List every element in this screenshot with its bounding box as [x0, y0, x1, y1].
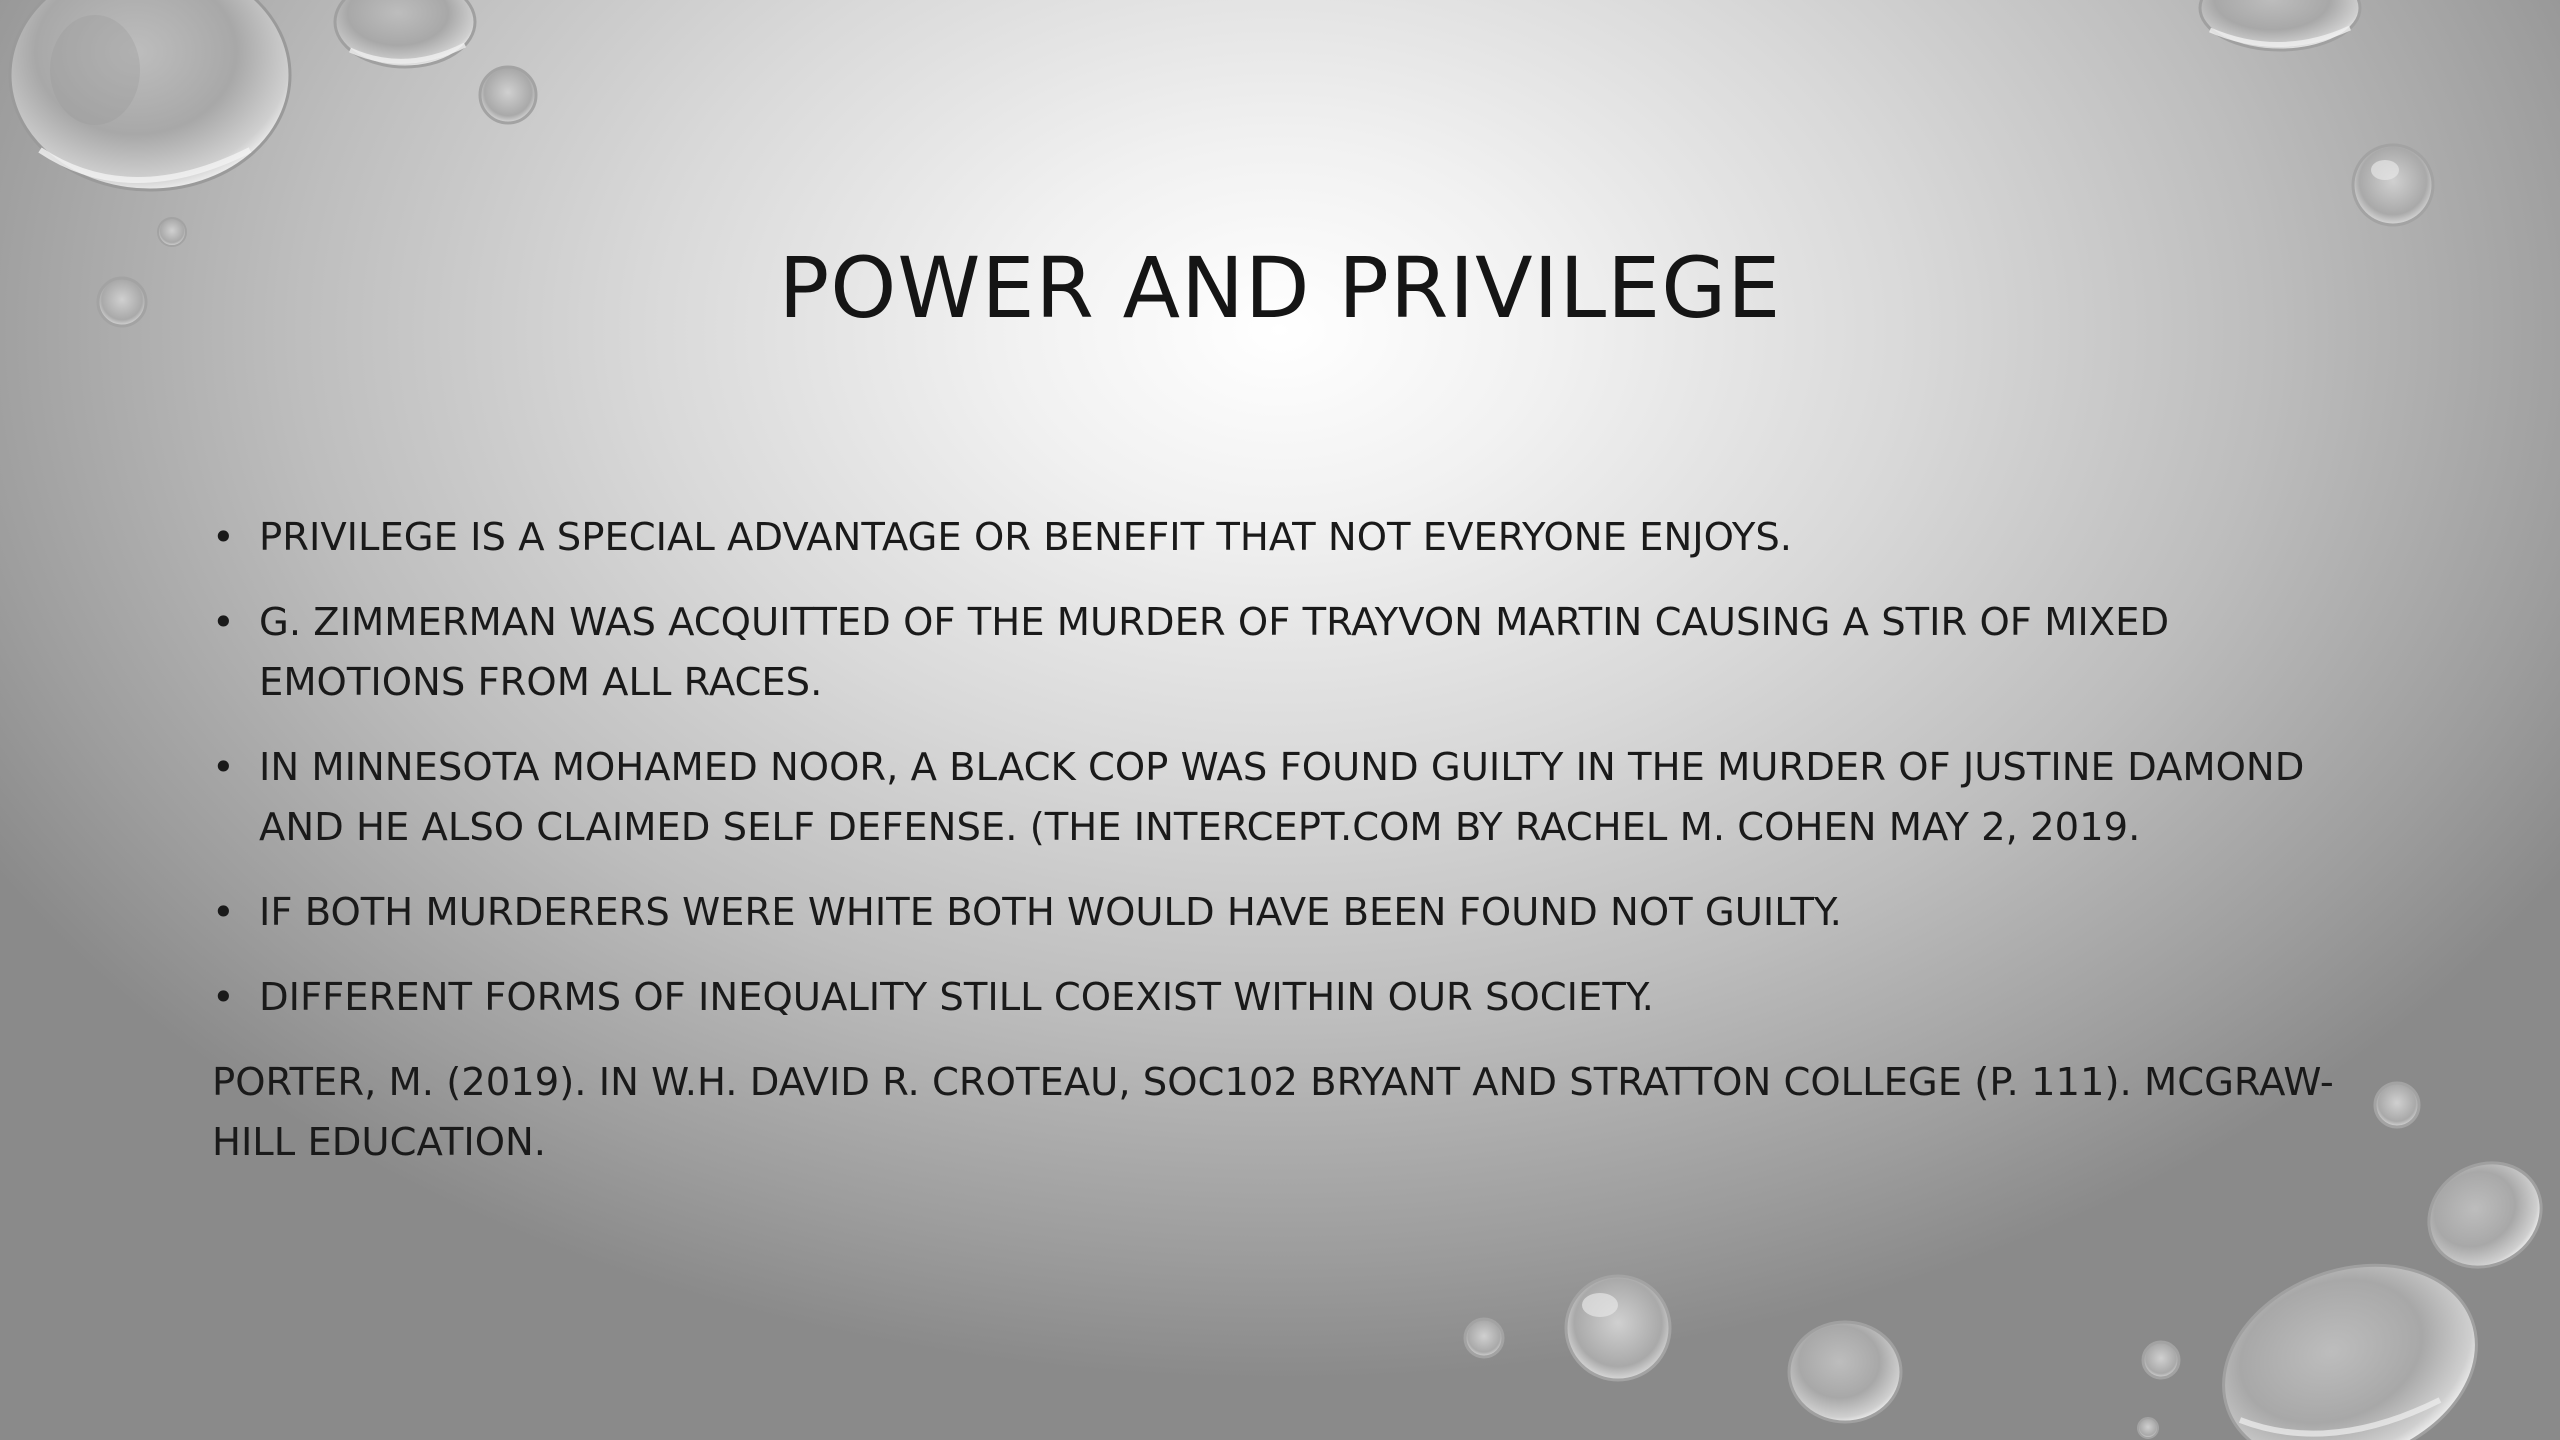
bullet-point-icon: • [212, 745, 235, 790]
droplet [10, 0, 290, 190]
bullet-item [212, 968, 2342, 1028]
bullet-point-icon: • [212, 600, 235, 645]
slide-body [212, 508, 2342, 1173]
citation: PORTER, M. (2019). IN W.H. DAVID R. CROTEAU, SOC102 BRYANT AND STRATTON COLLEGE (P. 111). MCGRAW-HILL EDUCATION. [212, 1060, 2334, 1165]
droplet [2375, 1083, 2419, 1127]
bullet-text: PRIVILEGE IS A SPECIAL ADVANTAGE OR BENEFIT THAT NOT EVERYONE ENJOYS. [259, 515, 1793, 560]
droplet [1789, 1322, 1901, 1422]
droplet [2410, 1143, 2560, 1288]
bullet-list [212, 508, 2342, 1028]
droplet [335, 0, 475, 67]
droplet [2353, 145, 2433, 225]
bullet-text: IF BOTH MURDERERS WERE WHITE BOTH WOULD HAVE BEEN FOUND NOT GUILTY. [259, 890, 1842, 935]
droplet [2143, 1342, 2179, 1378]
droplet [480, 67, 536, 123]
bullet-item [212, 883, 2342, 943]
bullet-text: IN MINNESOTA MOHAMED NOOR, A BLACK COP WAS FOUND GUILTY IN THE MURDER OF JUSTINE DAMOND AND HE ALSO CLAIMED SELF DEFENSE. (THE INTERCEPT.COM BY RACHEL M. COHEN MAY 2, 2019. [259, 745, 2305, 850]
slide-title: POWER AND PRIVILEGE [778, 239, 1782, 337]
droplet [2200, 0, 2360, 50]
bullet-text: DIFFERENT FORMS OF INEQUALITY STILL COEXIST WITHIN OUR SOCIETY. [259, 975, 1654, 1020]
droplet [1566, 1276, 1670, 1380]
bullet-item [212, 593, 2342, 713]
droplet [1465, 1319, 1503, 1357]
bullet-text: G. ZIMMERMAN WAS ACQUITTED OF THE MURDER OF TRAYVON MARTIN CAUSING A STIR OF MIXED EMOTIONS FROM ALL RACES. [259, 600, 2170, 705]
bullet-point-icon: • [212, 975, 235, 1020]
bullet-point-icon: • [212, 515, 235, 560]
bullet-item [212, 738, 2342, 858]
bullet-point-icon: • [212, 890, 235, 935]
droplet [2138, 1418, 2158, 1438]
bullet-item [212, 508, 2342, 568]
